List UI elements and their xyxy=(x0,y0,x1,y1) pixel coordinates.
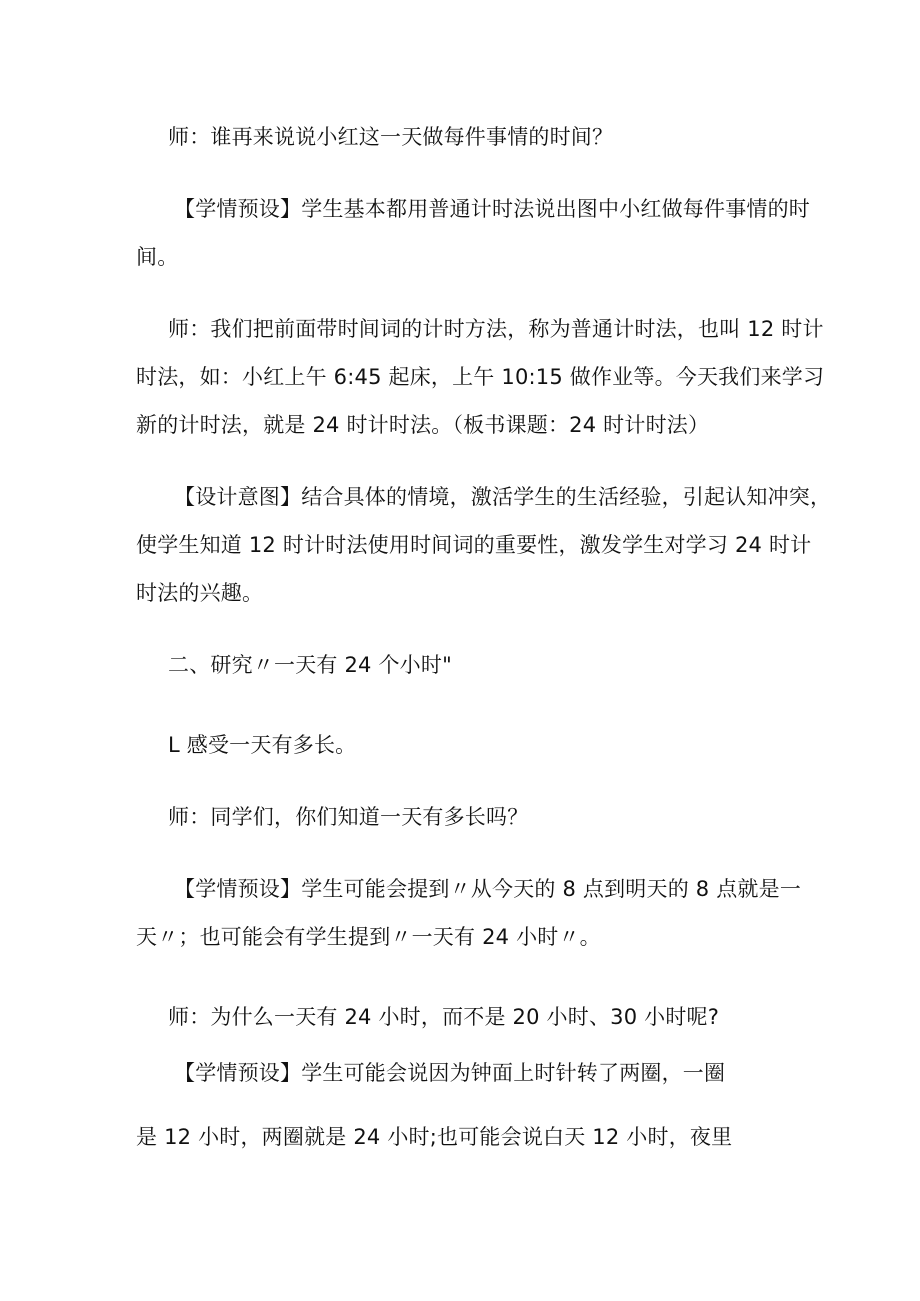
subsection-heading-1: L 感受一天有多长。 xyxy=(168,733,357,757)
paragraph-student-preset-3: 【学情预设】学生可能会说因为钟面上时针转了两圈，一圈 xyxy=(174,1061,726,1085)
section-heading-2: 二、研究〃一天有 24 个小时" xyxy=(168,653,452,677)
paragraph-teacher-explain-cont-1: 时法，如：小红上午 6:45 起床，上午 10:15 做作业等。今天我们来学习 xyxy=(136,365,825,389)
paragraph-design-intent-cont-2: 时法的兴趣。 xyxy=(136,581,264,605)
paragraph-teacher-explain-cont-2: 新的计时法，就是 24 时计时法。（板书课题：24 时计时法） xyxy=(136,413,710,437)
paragraph-student-preset-1: 【学情预设】学生基本都用普通计时法说出图中小红做每件事情的时 xyxy=(174,197,810,221)
paragraph-teacher-explain: 师：我们把前面带时间词的计时方法，称为普通计时法，也叫 12 时计 xyxy=(168,317,824,341)
paragraph-design-intent: 【设计意图】结合具体的情境，激活学生的生活经验，引起认知冲突， xyxy=(174,485,832,509)
paragraph-teacher-question-1: 师：谁再来说说小红这一天做每件事情的时间？ xyxy=(168,125,614,149)
paragraph-teacher-question-3: 师：为什么一天有 24 小时，而不是 20 小时、30 小时呢? xyxy=(168,1005,720,1029)
paragraph-student-preset-2-cont: 天〃；也可能会有学生提到〃一天有 24 小时〃。 xyxy=(136,925,601,949)
paragraph-student-preset-2: 【学情预设】学生可能会提到〃从今天的 8 点到明天的 8 点就是一 xyxy=(174,877,802,901)
paragraph-design-intent-cont-1: 使学生知道 12 时计时法使用时间词的重要性，激发学生对学习 24 时计 xyxy=(136,533,812,557)
paragraph-student-preset-3-cont: 是 12 小时，两圈就是 24 小时;也可能会说白天 12 小时，夜里 xyxy=(136,1125,733,1149)
paragraph-student-preset-1-cont: 间。 xyxy=(136,245,179,269)
paragraph-teacher-question-2: 师：同学们，你们知道一天有多长吗？ xyxy=(168,805,529,829)
